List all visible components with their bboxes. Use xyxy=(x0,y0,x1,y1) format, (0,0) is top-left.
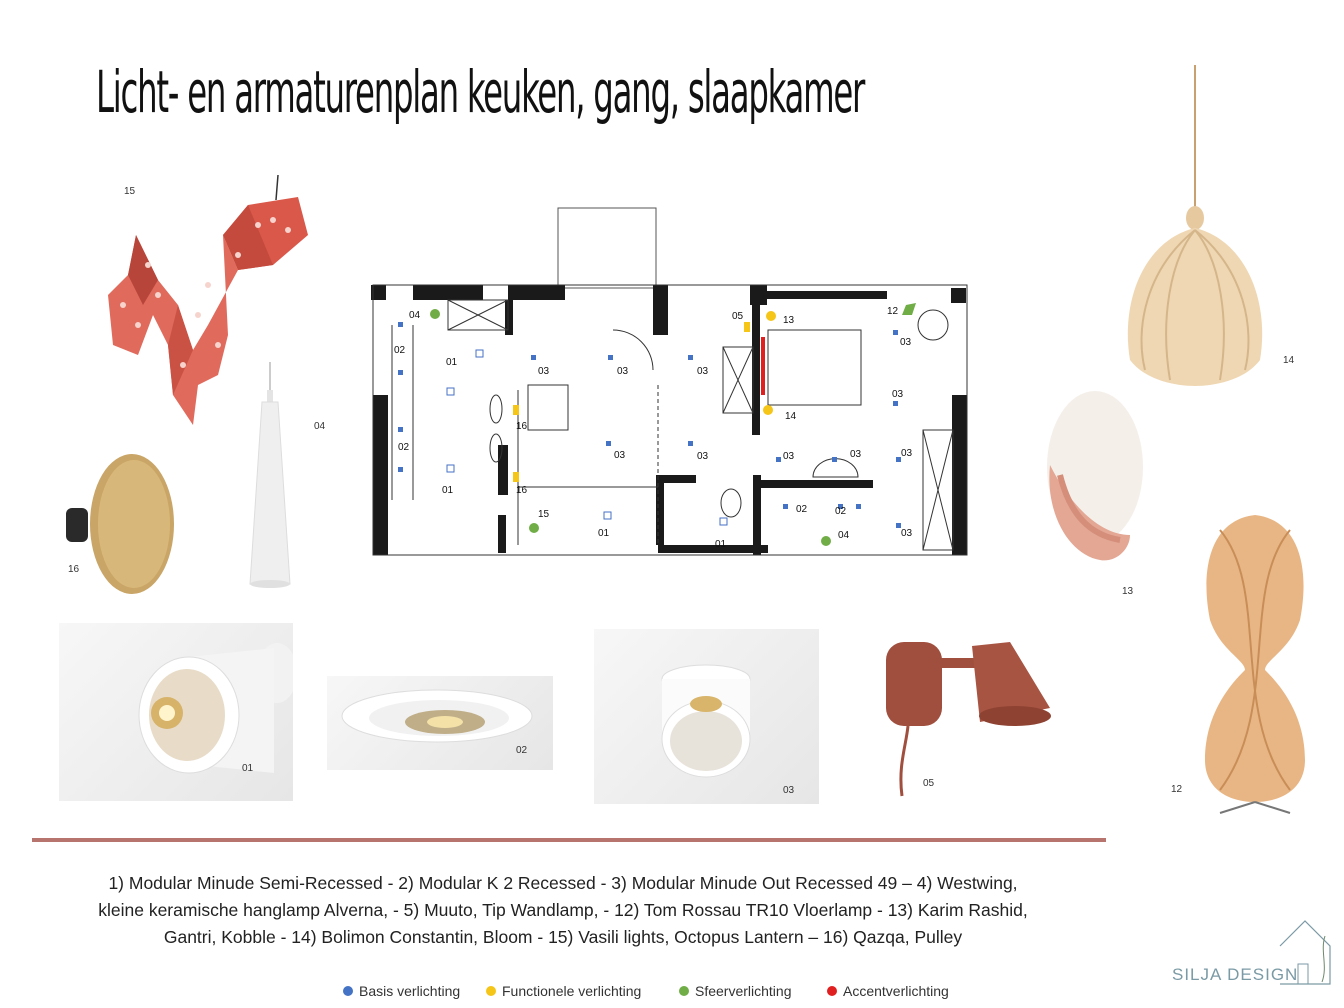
plan-label: 03 xyxy=(617,366,629,377)
plan-label: 03 xyxy=(901,528,913,539)
bloom-pendant-image xyxy=(1115,60,1275,390)
plan-label: 03 xyxy=(901,448,913,459)
tip-wall-lamp-image xyxy=(880,636,1060,801)
product-number-04: 04 xyxy=(314,421,326,432)
plan-label: 03 xyxy=(850,449,862,460)
product-photo-03 xyxy=(594,629,819,804)
plan-label: 13 xyxy=(783,315,795,326)
product-number-16: 16 xyxy=(68,564,80,575)
brass-wall-lamp-image xyxy=(62,450,177,600)
floor-plan xyxy=(368,205,972,557)
plan-label: 05 xyxy=(732,311,744,322)
fixture-description xyxy=(30,870,1096,951)
plan-label: 03 xyxy=(697,451,709,462)
ceramic-pendant-image xyxy=(240,362,300,592)
plan-label: 02 xyxy=(835,506,847,517)
product-number-15: 15 xyxy=(124,186,136,197)
green-dot-icon xyxy=(679,986,689,996)
legend-item-sfeer: Sfeerverlichting xyxy=(679,983,792,999)
plan-label: 02 xyxy=(394,345,406,356)
blue-dot-icon xyxy=(343,986,353,996)
plan-label: 03 xyxy=(892,389,904,400)
plan-label: 03 xyxy=(614,450,626,461)
tr10-floor-lamp-image xyxy=(1190,510,1320,815)
plan-label: 16 xyxy=(516,485,528,496)
plan-label: 03 xyxy=(900,337,912,348)
product-number-14: 14 xyxy=(1283,355,1295,366)
plan-label: 04 xyxy=(409,310,421,321)
plan-label: 01 xyxy=(598,528,610,539)
legend-item-accent: Accentverlichting xyxy=(827,983,949,999)
logo-text: SILJA DESIGN xyxy=(1172,965,1299,984)
plan-label: 01 xyxy=(442,485,454,496)
plan-label: 02 xyxy=(796,504,808,515)
product-photo-01 xyxy=(59,623,293,801)
product-number-03: 03 xyxy=(783,785,795,796)
product-number-05: 05 xyxy=(923,778,935,789)
silja-design-logo xyxy=(1170,916,1340,988)
description-line: Gantri, Kobble - 14) Bolimon Constantin, Bloom - 15) Vasili lights, Octopus Lantern – 16) Qazqa, Pulley xyxy=(163,927,963,947)
plan-label: 16 xyxy=(516,421,528,432)
plan-label: 15 xyxy=(538,509,550,520)
plan-label: 14 xyxy=(785,411,797,422)
plan-label: 04 xyxy=(838,530,850,541)
product-number-13: 13 xyxy=(1122,586,1134,597)
plan-label: 01 xyxy=(715,539,727,550)
kobble-lamp-image xyxy=(1030,385,1150,580)
plan-label: 03 xyxy=(783,451,795,462)
description-line: kleine keramische hanglamp Alverna, - 5) Muuto, Tip Wandlamp, - 12) Tom Rossau TR10 Vloerlamp - 13) Karim Rashid, xyxy=(98,900,1028,920)
product-number-12: 12 xyxy=(1171,784,1183,795)
plan-label: 02 xyxy=(398,442,410,453)
product-number-01: 01 xyxy=(242,763,254,774)
red-dot-icon xyxy=(827,986,837,996)
description-line: 1) Modular Minude Semi-Recessed - 2) Modular K 2 Recessed - 3) Modular Minude Out Recessed 49 – 4) Westwing, xyxy=(108,873,1018,893)
plan-label: 03 xyxy=(538,366,550,377)
product-number-02: 02 xyxy=(516,745,528,756)
plan-label: 03 xyxy=(697,366,709,377)
page-title: Licht- en armaturenplan keuken, gang, slaapkamer xyxy=(96,58,865,126)
legend-item-basis: Basis verlichting xyxy=(343,983,460,999)
yellow-dot-icon xyxy=(486,986,496,996)
plan-label: 01 xyxy=(446,357,458,368)
divider-rule xyxy=(32,838,1106,842)
plan-label: 12 xyxy=(887,306,899,317)
legend-item-functioneel: Functionele verlichting xyxy=(486,983,641,999)
